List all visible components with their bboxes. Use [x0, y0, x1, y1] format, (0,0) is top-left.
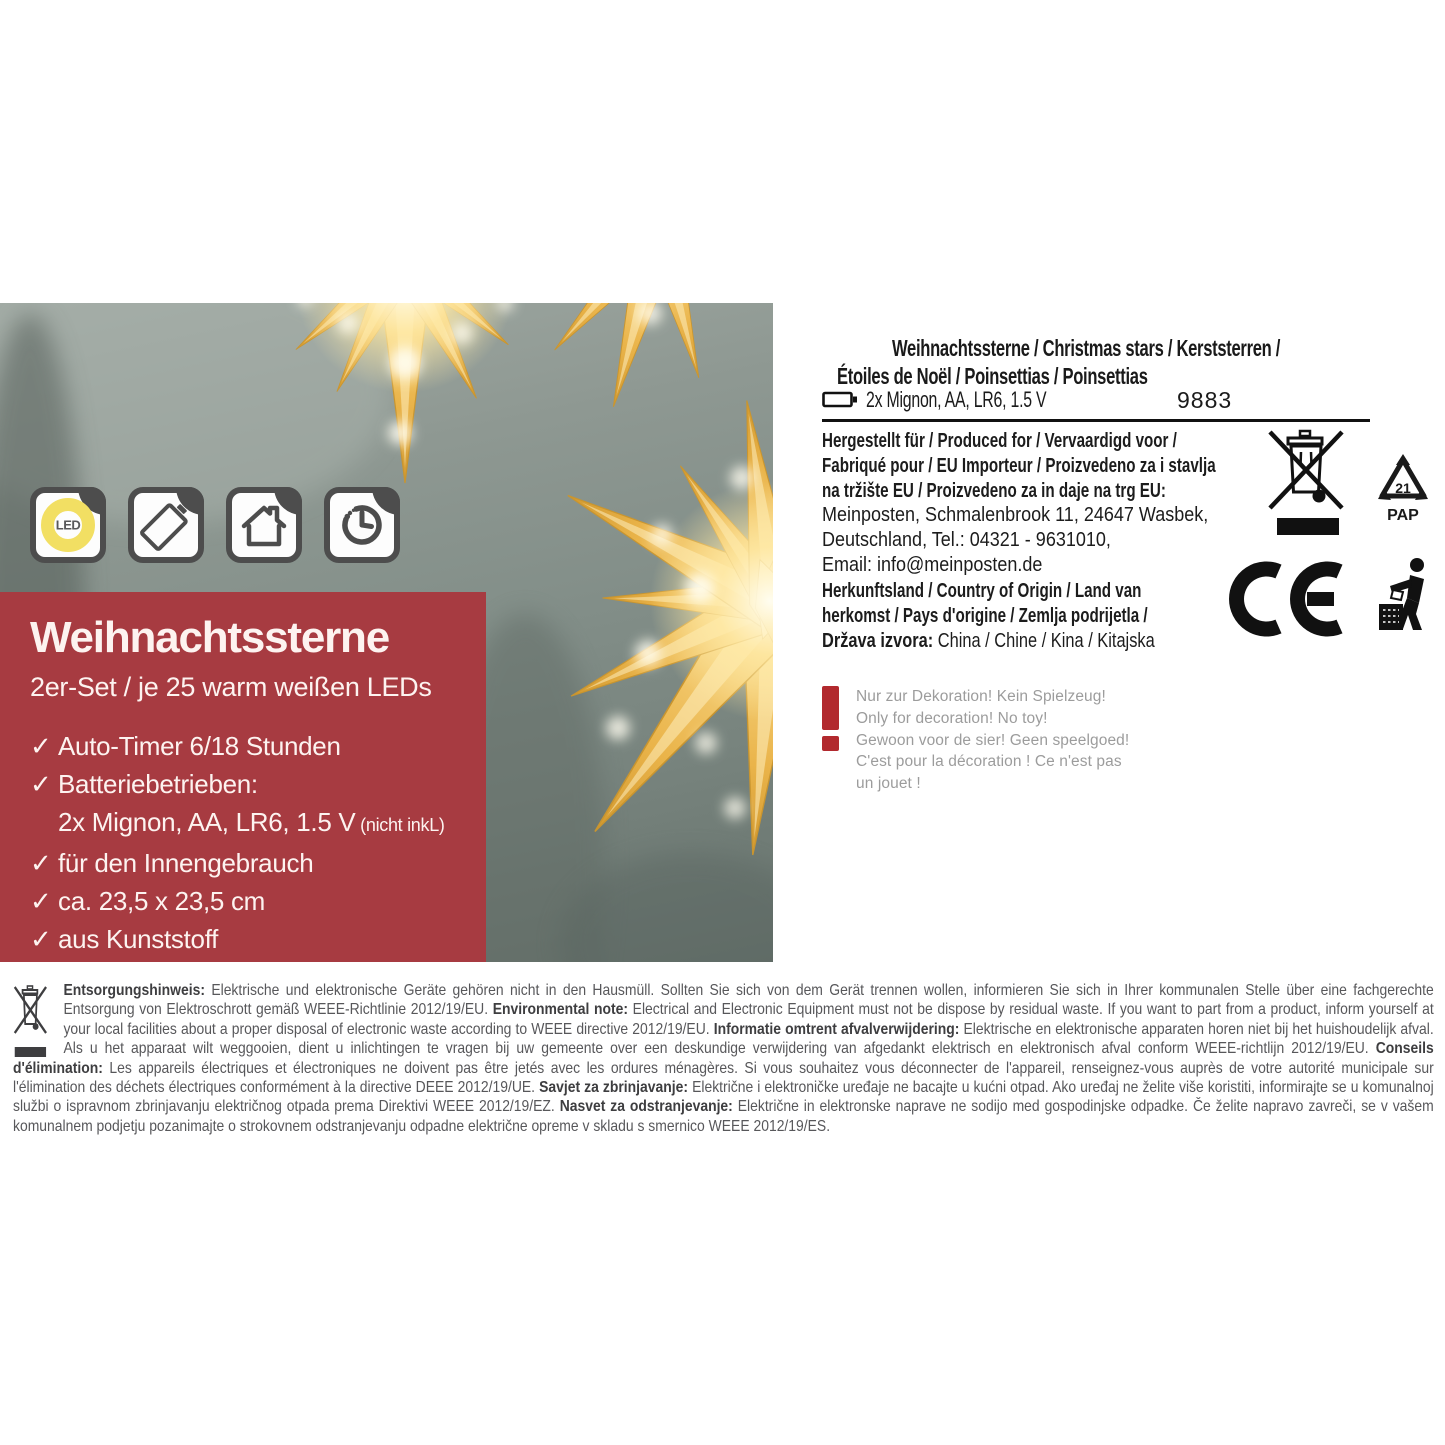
- feature-item: [30, 882, 486, 920]
- product-subtitle: 2er-Set / je 25 warm weißen LEDs: [30, 672, 432, 702]
- warning-text: [856, 686, 1129, 795]
- disposal-heading: Savjet za zbrinjavanje:: [539, 1079, 689, 1097]
- producer-line-bold: herkomst / Pays d'origine / Zemlja podrijetla /: [822, 604, 1148, 627]
- producer-line-bold: Fabriqué pour / EU Importeur / Proizvedeno za i stavlja: [822, 454, 1216, 477]
- feature-icons-row: [30, 487, 400, 563]
- weee-crossed-bin-small-icon: [13, 983, 53, 1057]
- producer-line-bold: na tržište EU / Proizvedeno za in daje na trg EU:: [822, 479, 1166, 502]
- waste-basket: [1379, 604, 1403, 630]
- weee-bar: [1277, 518, 1339, 535]
- disposal-body: Elektrische und elektronische Geräte gehören nicht in den Hausmüll. Sollten Sie sich von dem Gerät trennen wollen, informieren Sie sich in Ihrer kommunalen Stelle über eine fachgerechte Entsorgung von Elektroschrott gemäß WEEE-Richtlinie 2012/19/EU.: [63, 982, 1434, 1019]
- producer-line: [822, 428, 1177, 453]
- tidyman-icon: [1376, 556, 1432, 632]
- feature-list: [30, 727, 486, 958]
- feature-item: [30, 727, 486, 765]
- producer-line-text: Meinposten, Schmalenbrook 11, 24647 Wasbek,: [822, 504, 1209, 526]
- ce-mark: [1222, 558, 1348, 640]
- divider-rule: [822, 419, 1370, 422]
- battery-icon: [128, 487, 204, 563]
- recycling-pap-21-icon: [1374, 452, 1432, 528]
- header-block: [820, 334, 1370, 413]
- disposal-body: Elektrische en elektronische apparaten horen niet bij het huishoudelijk afval. Als u het apparaat wilt weggooien, dient u inlichtingen te vragen bij uw gemeente over een deskundige verwijdering van afgedankt elektrisch en elektronisch afval conform WEEE-richtlijn 2012/19/EU.: [63, 1020, 1434, 1058]
- disposal-text: [13, 982, 1434, 1135]
- decoration-warning: [822, 686, 1129, 795]
- producer-line: [822, 578, 1162, 603]
- battery-spec: 2x Mignon, AA, LR6, 1.5 V: [866, 387, 1047, 412]
- producer-line-bold: Herkunftsland / Country of Origin / Land van: [822, 579, 1142, 602]
- product-names-line1: Weihnachtssterne / Christmas stars / Kerststerren /: [892, 335, 1281, 361]
- item-number: 9883: [1177, 387, 1233, 413]
- indoor-house-icon: [226, 487, 302, 563]
- disposal-heading: Conseils d'élimination:: [13, 1040, 1434, 1077]
- check-icon: ✓: [30, 769, 52, 799]
- warning-line: Only for decoration! No toy!: [856, 709, 1048, 727]
- product-names-line2: Étoiles de Noël / Poinsettias / Poinsettias: [837, 363, 1148, 389]
- check-icon: ✓: [30, 924, 52, 954]
- feature-text: Auto-Timer 6/18 Stunden: [58, 731, 341, 761]
- producer-line: [822, 453, 1216, 478]
- disposal-heading: Nasvet za odstranjevanje:: [559, 1098, 733, 1116]
- disposal-body: Električne in elektronske naprave ne sodijo med gospodinjske odpadke. Če želite napravo zavreči, se v vašem komunalnem podjetju pozanimajte o strokovnem odstranjevanju odpadne električne opreme v skladu s smernico WEEE 2012/19/ES.: [13, 1098, 1434, 1135]
- pap-number: 21: [1395, 480, 1411, 496]
- check-icon: ✓: [30, 848, 52, 878]
- led-label: LED: [55, 517, 81, 533]
- disposal-heading: Environmental note:: [492, 1001, 629, 1019]
- warning-line: Nur zur Dekoration! Kein Spielzeug!: [856, 688, 1106, 705]
- disposal-body: Les appareils électriques et électroniques ne doivent pas être jetés avec les ordures ménagères. Si vous souhaitez vous déconnecter de l'appareil, renseignez-vous auprès de votre autorité municipale sur l'élimination des déchets électriques conformément à la directive DEEE 2012/19/UE.: [13, 1059, 1434, 1097]
- producer-line: [822, 553, 1236, 578]
- disposal-body: Electrical and Electronic Equipment must not be dispose by residual waste. If you want to part from a product, inform yourself at your local facilities about a proper disposal of electronic waste according to WEEE directive 2012/19/EU.: [63, 1001, 1434, 1038]
- producer-info: [822, 428, 1282, 653]
- disposal-body: Električne i elektroničke uređaje ne bacajte u kućni otpad. Ako uređaj ne želite više koristiti, informirajte se u komunalnoj službi o ispravnom zbrinjavanju električnog otpada prema Direktivi WEEE 2012/19/EZ.: [13, 1079, 1434, 1116]
- feature-text: für den Innengebrauch: [58, 848, 314, 878]
- check-icon: ✓: [30, 886, 52, 916]
- producer-line: [822, 628, 1190, 653]
- star-top-right: [540, 303, 717, 413]
- feature-item: [30, 803, 486, 844]
- led-badge-icon: [30, 487, 106, 563]
- battery-spec-row: [820, 387, 1370, 413]
- warning-line: Gewoon voor de sier! Geen speelgoed!: [856, 731, 1130, 749]
- producer-line: [822, 503, 1236, 528]
- pap-label: PAP: [1387, 507, 1419, 524]
- feature-text: Batteriebetrieben:: [58, 769, 258, 799]
- product-photo: [0, 303, 773, 962]
- battery-icon: [822, 391, 858, 409]
- feature-item: [30, 765, 486, 803]
- check-icon: ✓: [30, 731, 52, 761]
- producer-line: [822, 478, 1166, 503]
- producer-line-text: China / Chine / Kina / Kitajska: [933, 629, 1155, 652]
- weee-bar: [15, 1047, 46, 1057]
- disposal-heading: Informatie omtrent afvalverwijdering:: [713, 1020, 960, 1038]
- feature-text: aus Kunststoff: [58, 924, 219, 954]
- timer-clock-icon: [324, 487, 400, 563]
- disposal-heading: Entsorgungshinweis:: [63, 982, 205, 999]
- producer-line-text: Deutschland, Tel.: 04321 - 9631010,: [822, 529, 1111, 551]
- producer-line-bold: Hergestellt für / Produced for / Vervaardigd voor /: [822, 429, 1177, 452]
- weee-crossed-bin-icon: [1264, 426, 1348, 514]
- disposal-note: [13, 981, 1434, 1136]
- feature-text: ca. 23,5 x 23,5 cm: [58, 886, 266, 916]
- warning-line: C'est pour la décoration ! Ce n'est pas: [856, 753, 1122, 771]
- producer-line: [822, 528, 1236, 553]
- producer-line: [822, 603, 1162, 628]
- product-info-panel: [0, 592, 486, 962]
- producer-line-text: Email: info@meinposten.de: [822, 554, 1043, 576]
- product-title: Weihnachtssterne: [30, 613, 389, 662]
- feature-item: [30, 920, 486, 958]
- feature-text: 2x Mignon, AA, LR6, 1.5 V: [58, 807, 356, 837]
- feature-note: (nicht inkL): [355, 815, 445, 835]
- producer-line-bold: Država izvora:: [822, 629, 934, 652]
- warning-line: un jouet !: [856, 775, 921, 793]
- feature-item: [30, 844, 486, 882]
- exclamation-icon: [822, 686, 840, 795]
